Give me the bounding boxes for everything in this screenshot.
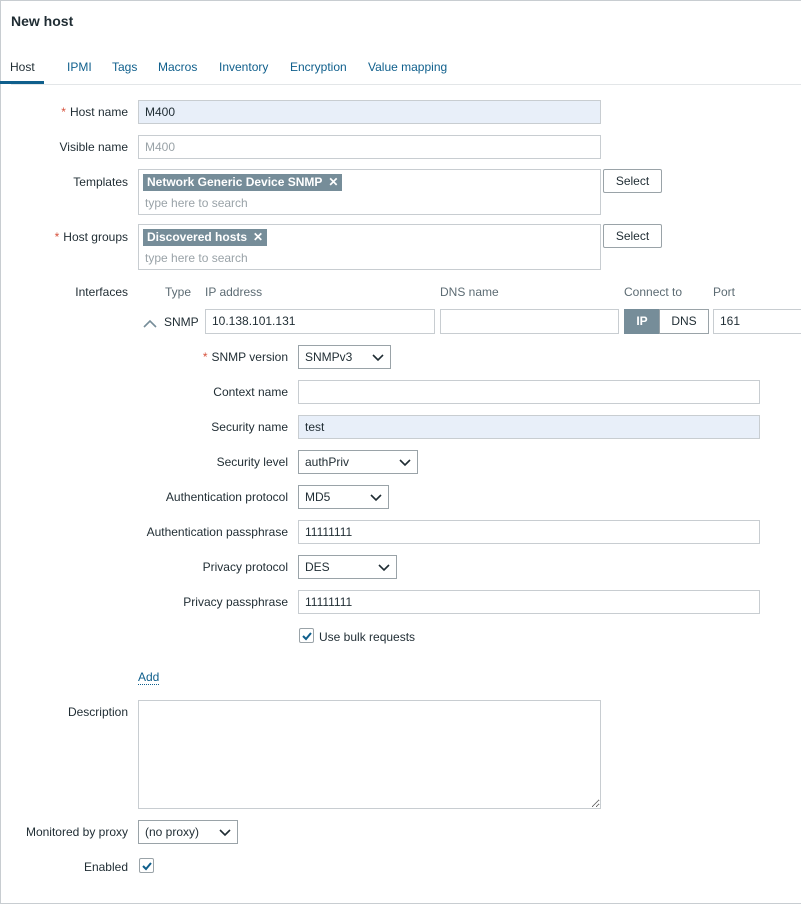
- tab-host[interactable]: Host: [0, 58, 44, 84]
- security-name-label: Security name: [211, 420, 288, 434]
- templates-search-input[interactable]: type here to search: [145, 196, 248, 210]
- auth-passphrase-label: Authentication passphrase: [146, 525, 288, 539]
- host-name-input[interactable]: M400: [138, 100, 601, 124]
- templates-select-button[interactable]: Select: [603, 169, 662, 193]
- security-level-select[interactable]: authPriv: [298, 450, 418, 474]
- chevron-down-icon: [370, 492, 382, 502]
- privacy-passphrase-input[interactable]: 11111111: [298, 590, 760, 614]
- tab-macros[interactable]: Macros: [158, 60, 198, 74]
- snmp-version-select[interactable]: SNMPv3: [298, 345, 391, 369]
- template-chip: Network Generic Device SNMP ✕: [143, 174, 342, 191]
- auth-passphrase-input[interactable]: 11111111: [298, 520, 760, 544]
- chevron-down-icon: [372, 352, 384, 362]
- connect-dns-toggle[interactable]: DNS: [659, 309, 709, 334]
- bulk-requests-checkbox[interactable]: [299, 628, 314, 643]
- check-icon: [141, 860, 153, 872]
- tab-tags[interactable]: Tags: [112, 60, 138, 74]
- enabled-label: Enabled: [83, 860, 128, 874]
- interfaces-header-type: Type: [165, 285, 192, 299]
- required-mark: *: [61, 105, 66, 119]
- context-name-input[interactable]: [298, 380, 760, 404]
- privacy-passphrase-label: Privacy passphrase: [183, 595, 288, 609]
- privacy-protocol-label: Privacy protocol: [202, 560, 288, 574]
- visible-name-input[interactable]: M400: [138, 135, 601, 159]
- host-group-chip: Discovered hosts ✕: [143, 229, 267, 246]
- chevron-down-icon: [399, 457, 411, 467]
- tab-ipmi[interactable]: IPMI: [67, 60, 92, 74]
- security-level-label: Security level: [216, 455, 288, 469]
- enabled-checkbox[interactable]: [139, 858, 154, 873]
- tab-inventory[interactable]: Inventory: [219, 60, 269, 74]
- interface-port-input[interactable]: 161: [713, 309, 801, 334]
- interfaces-header-connect: Connect to: [624, 285, 683, 299]
- interfaces-header-dns: DNS name: [440, 285, 499, 299]
- check-icon: [301, 630, 313, 642]
- tab-bar: [11, 58, 801, 85]
- chevron-down-icon: [378, 562, 390, 572]
- auth-protocol-select[interactable]: MD5: [298, 485, 389, 509]
- description-textarea[interactable]: [138, 700, 601, 809]
- proxy-label: Monitored by proxy: [25, 825, 128, 839]
- bulk-requests-label: Use bulk requests: [319, 630, 416, 644]
- interface-type: SNMP: [164, 315, 199, 329]
- chevron-down-icon: [219, 827, 231, 837]
- host-groups-search-input[interactable]: type here to search: [145, 251, 248, 265]
- tab-value-mapping[interactable]: Value mapping: [368, 60, 448, 74]
- auth-protocol-label: Authentication protocol: [165, 490, 288, 504]
- interfaces-header-ip: IP address: [205, 285, 263, 299]
- add-interface-link[interactable]: Add: [138, 670, 160, 684]
- security-name-input[interactable]: test: [298, 415, 760, 439]
- interface-ip-input[interactable]: 10.138.101.131: [205, 309, 435, 334]
- connect-ip-toggle[interactable]: IP: [624, 309, 660, 334]
- templates-multiselect[interactable]: [138, 169, 601, 215]
- templates-label: Templates: [73, 175, 128, 189]
- description-label: Description: [67, 705, 128, 719]
- host-groups-label: * Host groups: [54, 230, 128, 244]
- privacy-protocol-select[interactable]: DES: [298, 555, 397, 579]
- snmp-version-label: * SNMP version: [202, 350, 288, 364]
- tab-encryption[interactable]: Encryption: [290, 60, 347, 74]
- interfaces-header-port: Port: [713, 285, 736, 299]
- proxy-select[interactable]: (no proxy): [138, 820, 238, 844]
- chevron-up-icon[interactable]: [143, 317, 157, 331]
- visible-name-label: Visible name: [59, 140, 128, 154]
- interfaces-label: Interfaces: [75, 285, 128, 299]
- page-title: New host: [11, 13, 74, 29]
- interface-dns-input[interactable]: [440, 309, 619, 334]
- host-groups-select-button[interactable]: Select: [603, 224, 662, 248]
- host-groups-multiselect[interactable]: [138, 224, 601, 270]
- close-icon[interactable]: ✕: [253, 230, 264, 244]
- context-name-label: Context name: [213, 385, 288, 399]
- close-icon[interactable]: ✕: [328, 175, 339, 189]
- host-name-label: * Host name: [61, 105, 128, 119]
